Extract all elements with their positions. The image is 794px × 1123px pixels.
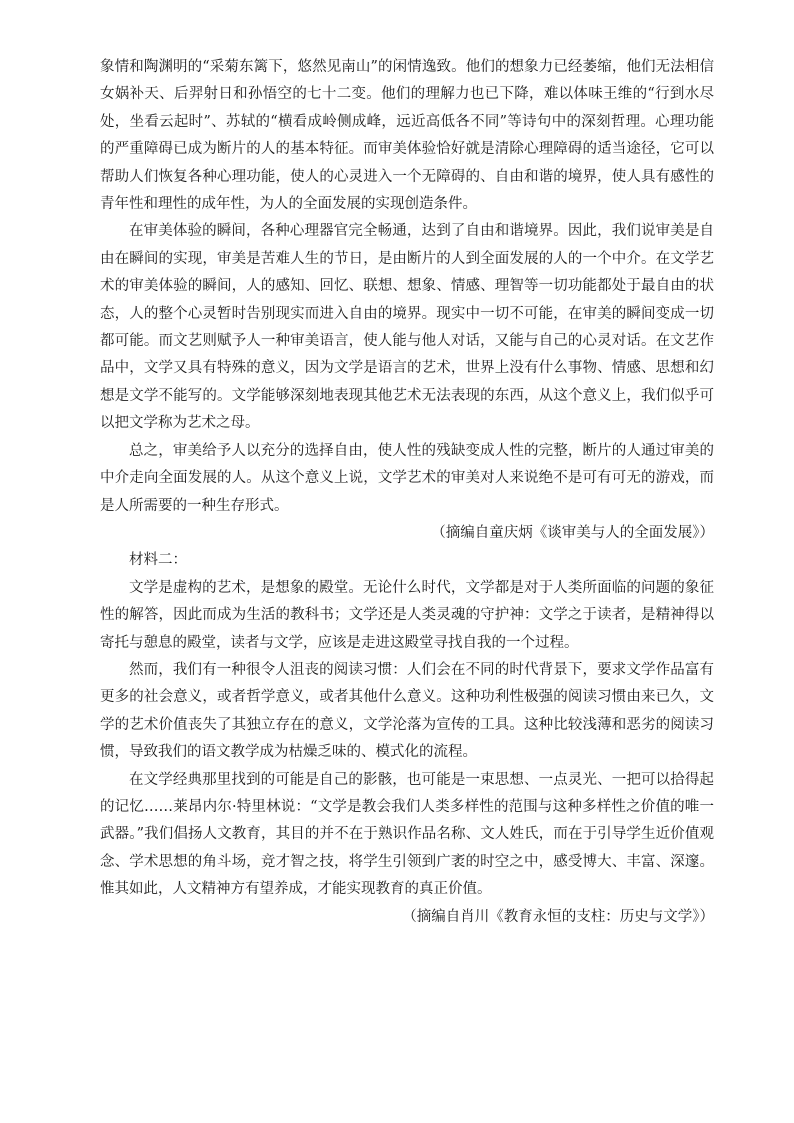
paragraph-6: 在文学经典那里找到的可能是自己的影骸，也可能是一束思想、一点灵光、一把可以拾得起的记忆……莱昂内尔·特里林说：“文学是教会我们人类多样性的范围与这种多样性之价值的唯一武器。”我们倡扬人文教育，其目的并不在于熟识作品名称、文人姓氏，而在于引导学生近价值观念、学术思想的角斗场，竞才智之技，将学生引领到广袤的时空之中，感受博大、丰富、深邃。惟其如此，人文精神方有望养成，才能实现教育的真正价值。 — [100, 771, 714, 898]
source-citation-1: （摘编自童庆炳《谈审美与人的全面发展》） — [431, 524, 714, 541]
paragraph-1: 象情和陶渊明的“采菊东篱下，悠然见南山”的闲情逸致。他们的想象力已经萎缩，他们无法相信女娲补天、后羿射日和孙悟空的七十二变。他们的理解力也已下降，难以体味王维的“行到水尽处，坐看云起时”、苏轼的“横看成岭侧成峰，远近高低各不同”等诗句中的深刻哲理。心理功能的严重障碍已成为断片的人的基本特征。而审美体验恰好就是清除心理障碍的适当途径，它可以帮助人们恢复各种心理功能，使人的心灵进入一个无障碍的、自由和谐的境界，使人具有感性的青年性和理性的成年性，为人的全面发展的实现创造条件。 — [100, 59, 714, 213]
article-body — [100, 54, 714, 931]
material-2-heading: 材料二： — [129, 552, 187, 569]
paragraph-4: 文学是虚构的艺术，是想象的殿堂。无论什么时代，文学都是对于人类所面临的问题的象征性的解答，因此而成为生活的教科书；文学还是人类灵魂的守护神：文学之于读者，是精神得以寄托与憩息的殿堂，读者与文学，应该是走进这殿堂寻找自我的一个过程。 — [100, 579, 714, 651]
paragraph-5: 然而，我们有一种很令人沮丧的阅读习惯：人们会在不同的时代背景下，要求文学作品富有更多的社会意义，或者哲学意义，或者其他什么意义。这种功利性极强的阅读习惯由来已久，文学的艺术价值丧失了其独立存在的意义，文学沦落为宣传的工具。这种比较浅薄和恶劣的阅读习惯，导致我们的语文教学成为枯燥乏味的、模式化的流程。 — [100, 661, 714, 761]
source-citation-2: （摘编自肖川《教育永恒的支柱：历史与文学》） — [402, 908, 714, 925]
paragraph-3: 总之，审美给予人以充分的选择自由，使人性的残缺变成人性的完整，断片的人通过审美的中介走向全面发展的人。从这个意义上说，文学艺术的审美对人来说绝不是可有可无的游戏，而是人所需要的一种生存形式。 — [100, 442, 714, 514]
paragraph-2: 在审美体验的瞬间，各种心理器官完全畅通，达到了自由和谐境界。因此，我们说审美是自由在瞬间的实现，审美是苦难人生的节日，是由断片的人到全面发展的人的一个中介。在文学艺术的审美体验的瞬间，人的感知、回忆、联想、想象、情感、理智等一切功能都处于最自由的状态，人的整个心灵暂时告别现实而进入自由的境界。现实中一切不可能，在审美的瞬间变成一切都可能。而文艺则赋予人一种审美语言，使人能与他人对话，又能与自己的心灵对话。在文艺作品中，文学又具有特殊的意义，因为文学是语言的艺术，世界上没有什么事物、情感、思想和幻想是文学不能写的。文学能够深刻地表现其他艺术无法表现的东西，从这个意义上，我们似乎可以把文学称为艺术之母。 — [100, 223, 714, 432]
